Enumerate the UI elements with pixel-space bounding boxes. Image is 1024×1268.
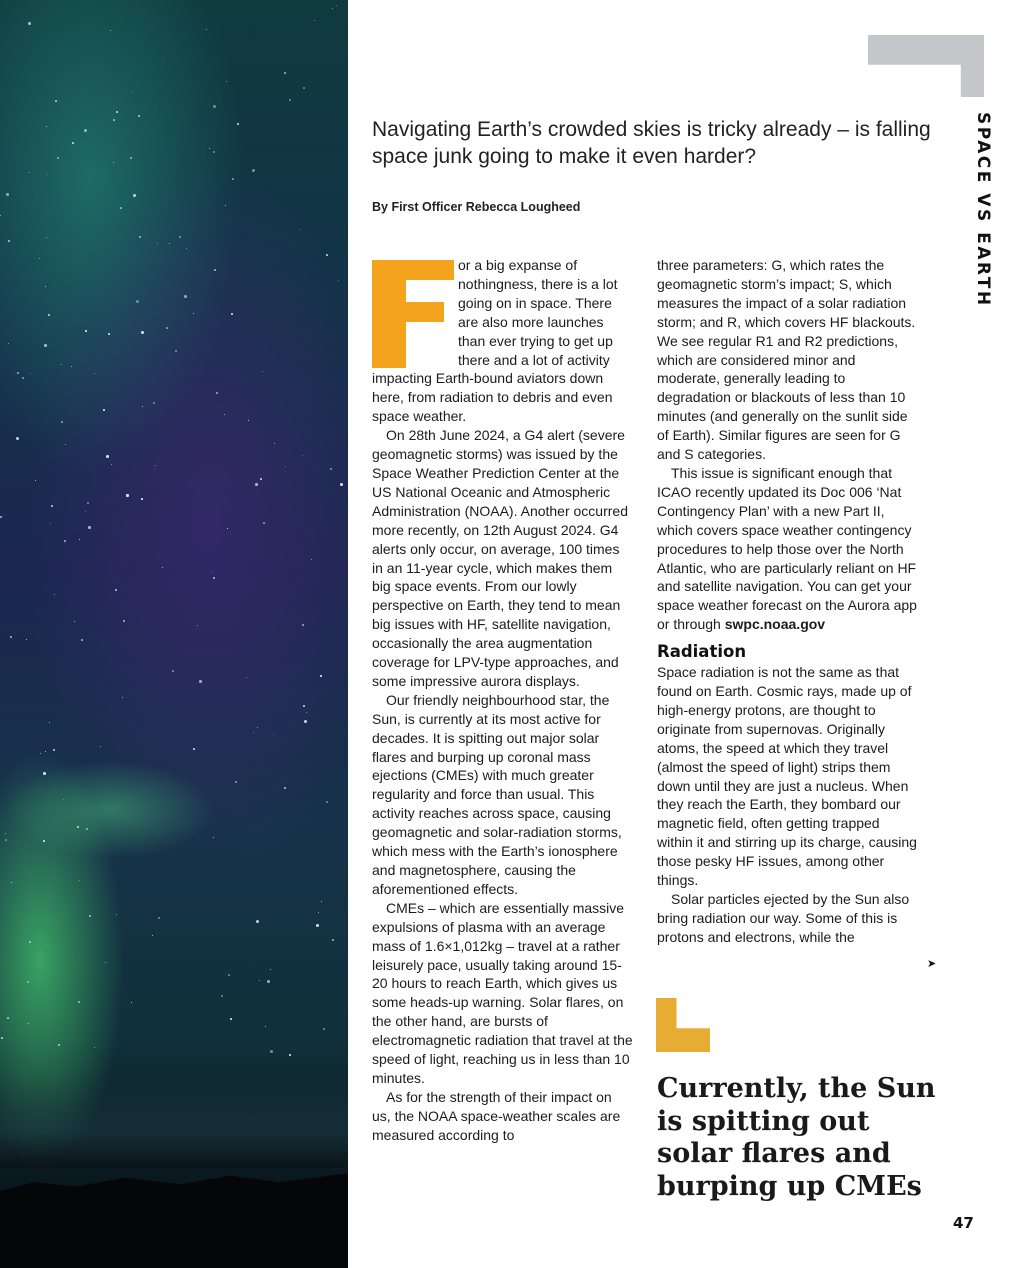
star xyxy=(153,402,155,404)
star xyxy=(155,465,156,466)
aurora-night-sky-photo xyxy=(0,0,348,1268)
star xyxy=(45,751,46,752)
star xyxy=(29,172,30,173)
star xyxy=(58,1044,60,1046)
paragraph: three parameters: G, which rates the geomagnetic storm’s impact; S, which measures the impact of a solar radiation storm; and R, which covers HF blackouts. We see regular R1 and R2 predictions, which are considered minor and moderate, generally leading to degradation or blackouts of less than 10 minutes (and generally on the sunlit side of Earth). Similar figures are seen for G and S categories. xyxy=(657,257,916,463)
star xyxy=(316,924,319,927)
lake-reflection xyxy=(0,1078,348,1168)
star xyxy=(284,787,286,789)
star xyxy=(11,882,12,883)
star xyxy=(289,99,291,101)
star xyxy=(270,969,271,970)
star xyxy=(43,772,46,775)
star xyxy=(326,254,328,256)
star xyxy=(139,236,141,238)
star xyxy=(63,799,64,800)
star xyxy=(320,675,322,677)
star xyxy=(157,243,158,244)
star xyxy=(260,478,262,480)
star xyxy=(199,680,202,683)
star xyxy=(213,837,214,838)
star xyxy=(213,151,215,153)
star xyxy=(94,1047,95,1048)
star xyxy=(184,295,187,298)
star xyxy=(255,483,258,486)
star xyxy=(123,620,125,622)
star xyxy=(61,364,62,365)
star xyxy=(71,366,72,367)
star xyxy=(84,129,87,132)
page-number: 47 xyxy=(953,1214,974,1232)
star xyxy=(0,215,1,216)
star xyxy=(224,414,225,415)
star xyxy=(318,912,319,913)
star xyxy=(248,420,249,421)
star xyxy=(53,749,55,751)
star xyxy=(5,839,7,841)
star xyxy=(252,169,255,172)
star xyxy=(43,840,45,842)
star xyxy=(28,22,31,25)
star xyxy=(28,1023,29,1024)
continue-arrow-icon: ➤ xyxy=(927,957,937,970)
star xyxy=(89,915,91,917)
paragraph: As for the strength of their impact on us, the NOAA space-weather scales are measured according to xyxy=(372,1088,621,1143)
star xyxy=(162,567,163,568)
star xyxy=(49,722,50,723)
star xyxy=(235,781,237,783)
star xyxy=(105,962,106,963)
star xyxy=(259,980,260,981)
star xyxy=(166,327,168,329)
star xyxy=(132,92,133,93)
star xyxy=(122,697,123,698)
article-column-right xyxy=(657,256,919,947)
star xyxy=(110,30,111,31)
star xyxy=(131,1002,132,1003)
star xyxy=(51,505,53,507)
star xyxy=(230,1018,232,1020)
star xyxy=(338,280,339,281)
star xyxy=(284,72,286,74)
star xyxy=(141,498,143,500)
star xyxy=(225,205,226,206)
star xyxy=(303,87,305,89)
star xyxy=(87,502,89,504)
star xyxy=(16,437,19,440)
star xyxy=(116,914,117,915)
paragraph: Solar particles ejected by the Sun also bring radiation our way. Some of this is protons and electrons, while the xyxy=(657,891,910,945)
star xyxy=(228,974,230,976)
star xyxy=(216,392,218,394)
star xyxy=(306,712,307,713)
star xyxy=(321,901,322,902)
star xyxy=(158,917,160,919)
star xyxy=(48,314,50,316)
mountain-silhouette xyxy=(0,1158,348,1268)
star xyxy=(265,1026,266,1027)
star xyxy=(74,621,75,622)
paragraph: Space radiation is not the same as that found on Earth. Cosmic rays, made up of high-energy protons, are thought to originate from supernovas. Originally atoms, the speed at which they travel (almost the speed of light) strips them down until they are just a nucleus. When they reach the Earth, they bombard our magnetic field, often getting trapped within it and stirring up its charge, causing those pesky HF issues, among other things. xyxy=(657,664,917,889)
star xyxy=(213,577,215,579)
star xyxy=(88,526,91,529)
star xyxy=(263,522,265,524)
star xyxy=(106,455,109,458)
star xyxy=(213,105,216,108)
star xyxy=(172,670,174,672)
star xyxy=(302,624,304,626)
star xyxy=(0,516,2,518)
star xyxy=(7,1017,9,1019)
star xyxy=(300,229,301,230)
star xyxy=(141,331,144,334)
star xyxy=(113,119,115,121)
star xyxy=(46,237,47,238)
star xyxy=(253,732,254,733)
star xyxy=(231,313,233,315)
star xyxy=(22,377,24,379)
star xyxy=(193,313,194,314)
star xyxy=(136,300,139,303)
star xyxy=(27,981,29,983)
star xyxy=(77,826,79,828)
star xyxy=(108,333,110,335)
star xyxy=(332,939,334,941)
star xyxy=(65,444,66,445)
star xyxy=(94,373,95,374)
star xyxy=(85,330,87,332)
star xyxy=(285,466,286,467)
star xyxy=(45,286,46,287)
star xyxy=(232,178,234,180)
drop-cap xyxy=(372,260,454,368)
star xyxy=(100,746,101,747)
star xyxy=(257,727,258,728)
star xyxy=(152,935,153,936)
paragraph: Our friendly neighbourhood star, the Sun, is currently at its most active for decades. It is spitting out major solar flares and burping up coronal mass ejections (CMEs) with much greater regularity and force than usual. This activity reaches across space, causing geomagnetic and solar-radiation storms, which mess with the Earth’s ionosphere and magnetosphere, causing the aforementioned effects. xyxy=(372,691,622,897)
star xyxy=(270,1050,273,1053)
star xyxy=(54,594,55,595)
star xyxy=(330,468,332,470)
star xyxy=(211,572,212,573)
star xyxy=(303,705,305,707)
article-column-left xyxy=(372,256,634,1145)
star xyxy=(72,142,74,144)
star xyxy=(130,157,132,159)
star xyxy=(29,941,31,943)
star xyxy=(273,734,274,735)
star xyxy=(209,148,210,149)
paragraph-text: This issue is significant enough that ICAO recently updated its Doc 006 ‘Nat Contingency Plan’ with a new Part II, which covers space weather contingency procedures to help those over the North Atlantic, who are particularly reliant on HF and satellite navigation. You can get your space weather forecast on the Aurora app or through xyxy=(657,464,917,633)
star xyxy=(311,559,312,560)
star xyxy=(86,828,88,830)
star xyxy=(78,1001,80,1003)
star xyxy=(267,980,270,983)
star xyxy=(6,193,9,196)
star xyxy=(246,677,247,678)
star xyxy=(262,371,263,372)
star xyxy=(221,995,223,997)
star xyxy=(326,801,328,803)
star xyxy=(17,372,19,374)
article-headline: Navigating Earth’s crowded skies is tricky already – is falling space junk going to make it even harder? xyxy=(372,118,931,168)
star xyxy=(1,1037,3,1039)
star xyxy=(302,455,303,456)
star xyxy=(79,539,80,540)
paragraph: CMEs – which are essentially massive expulsions of plasma with an average mass of 1.6×1,012kg – travel at a rather leisurely pace, usually taking around 15-20 hours to reach Earth, which gives us some heads-up warning. Solar flares, on the other hand, are bursts of electromagnetic radiation that travel at the speed of light, reaching us in less than 10 minutes. xyxy=(372,899,633,1086)
star xyxy=(314,20,315,21)
paragraph: or a big expanse of nothingness, there is a lot going on in space. There are also more launches than ever trying to get up there and a lot of activity impacting Earth-bound aviators down here, from radiation to debris and even space weather. xyxy=(372,257,618,425)
star xyxy=(274,443,275,444)
star xyxy=(113,162,114,163)
swpc-link[interactable]: swpc.noaa.gov xyxy=(724,616,826,633)
star xyxy=(10,636,12,638)
star xyxy=(214,269,216,271)
star xyxy=(323,1028,325,1030)
star xyxy=(81,639,83,641)
star xyxy=(5,833,6,834)
star xyxy=(39,258,40,259)
star xyxy=(256,920,259,923)
star xyxy=(111,464,112,465)
star xyxy=(340,483,343,486)
star xyxy=(64,540,66,542)
star xyxy=(289,1054,291,1056)
star xyxy=(126,494,129,497)
star xyxy=(332,8,333,9)
star xyxy=(115,589,117,591)
star xyxy=(179,236,181,238)
star xyxy=(30,373,31,374)
star xyxy=(227,528,228,529)
pullquote-mark-icon xyxy=(656,998,710,1052)
star xyxy=(142,406,143,407)
star xyxy=(47,174,48,175)
star xyxy=(120,207,122,209)
star xyxy=(46,126,47,127)
star xyxy=(116,111,118,113)
star xyxy=(304,720,307,723)
star xyxy=(40,753,41,754)
section-label: SPACE VS EARTH xyxy=(973,112,993,308)
star xyxy=(50,523,51,524)
star xyxy=(138,115,140,117)
star xyxy=(55,100,57,102)
article-byline: By First Officer Rebecca Lougheed xyxy=(372,200,581,214)
star xyxy=(175,350,177,352)
star xyxy=(336,5,337,6)
star xyxy=(193,748,195,750)
star xyxy=(26,639,27,640)
star xyxy=(197,625,198,626)
paragraph: On 28th June 2024, a G4 alert (severe geomagnetic storms) was issued by the Space Weather Prediction Center at the US National Oceanic and Atmospheric Administration (NOAA). Another occurred more recently, on 12th August 2024. G4 alerts only occur, on average, 100 times in an 11-year cycle, which makes them big space events. From our lowly perspective on Earth, they tend to mean big issues with HF, satellite navigation, occasionally the area augmentation coverage for LPV-type approaches, and some impressive aurora displays. xyxy=(372,427,628,689)
star xyxy=(186,248,187,249)
pullquote: Currently, the Sun is spitting out solar flares and burping up CMEs xyxy=(657,1073,936,1202)
star xyxy=(8,343,9,344)
star xyxy=(79,880,80,881)
star xyxy=(8,240,10,242)
star xyxy=(103,409,105,411)
star xyxy=(169,243,170,244)
star xyxy=(226,81,227,82)
star xyxy=(61,421,63,423)
section-tab-marker xyxy=(868,35,984,97)
star xyxy=(206,29,207,30)
paragraph xyxy=(657,464,919,634)
star xyxy=(237,123,239,125)
star xyxy=(85,511,86,512)
star xyxy=(35,480,36,481)
star xyxy=(57,157,59,159)
star xyxy=(44,344,47,347)
star xyxy=(133,194,136,197)
subheading-radiation: Radiation xyxy=(657,642,747,662)
